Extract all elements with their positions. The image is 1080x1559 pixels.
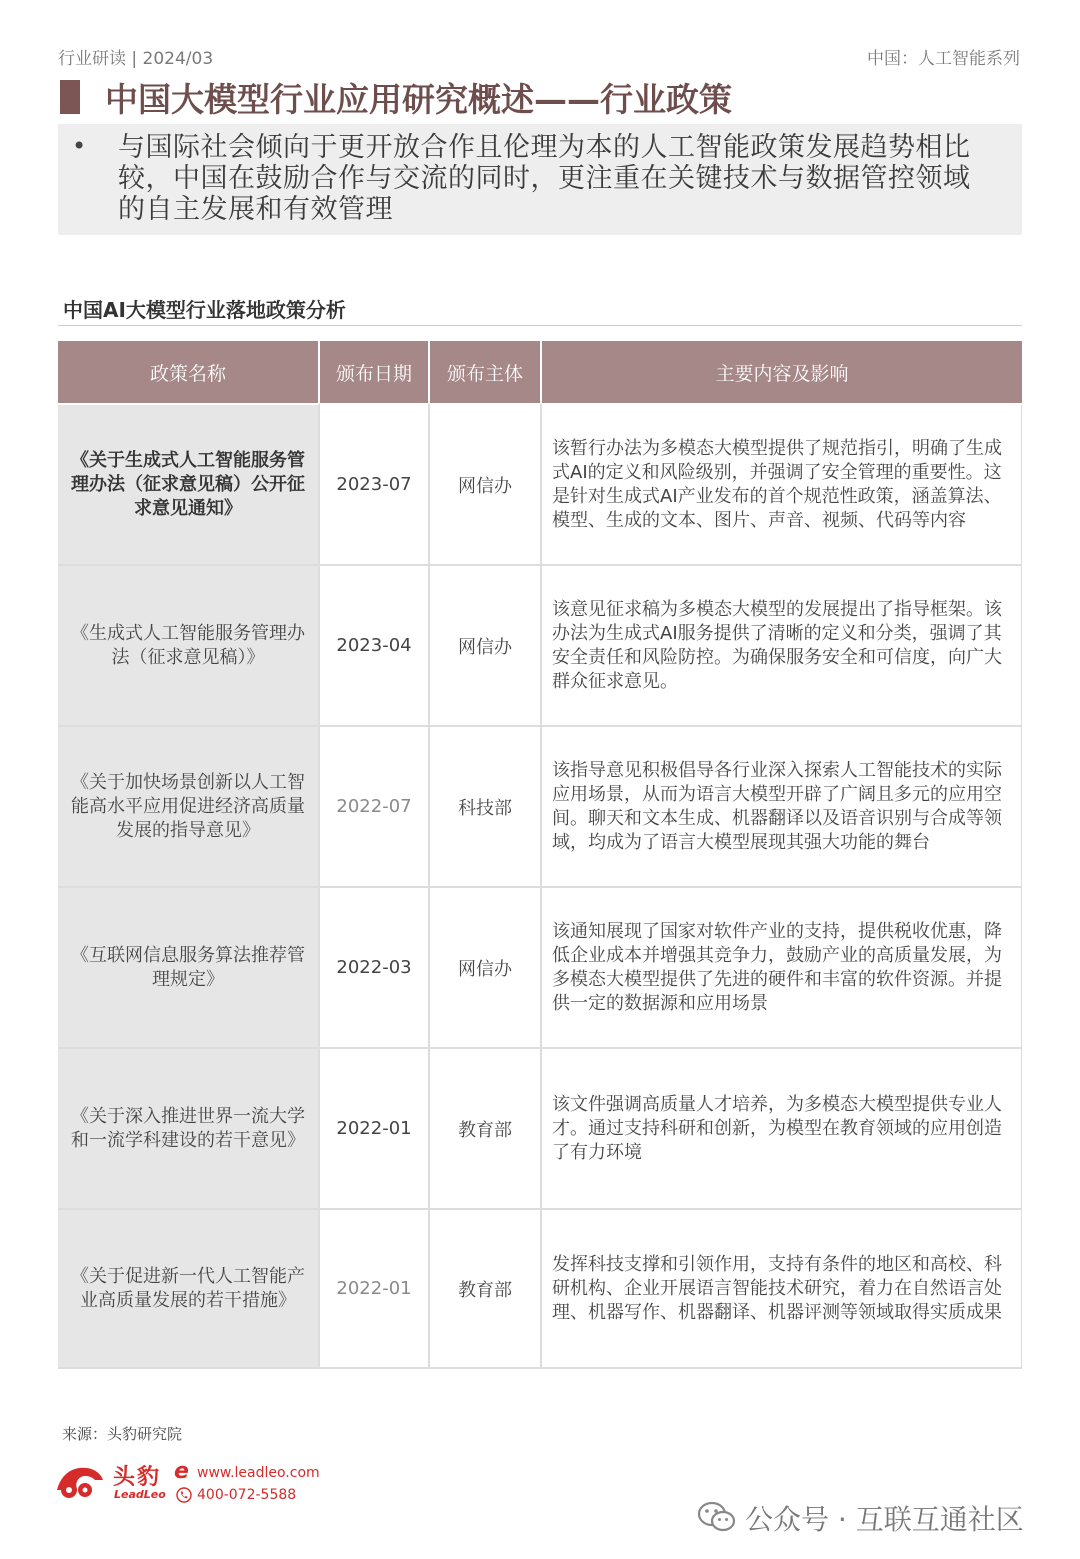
table-row (58, 1208, 1022, 1369)
brand-name-en: LeadLeo (114, 1488, 166, 1501)
bullet-icon: • (72, 132, 87, 160)
leadleo-logo-icon (55, 1460, 105, 1500)
header-date: 颁布日期 (320, 341, 430, 403)
policy-date: 2022-03 (320, 886, 430, 1047)
policy-issuer: 科技部 (430, 725, 542, 886)
header-policy-name: 政策名称 (58, 341, 320, 403)
phone-icon (176, 1487, 192, 1503)
section-divider (58, 325, 1022, 326)
policy-issuer: 网信办 (430, 564, 542, 725)
policy-date: 2022-01 (320, 1208, 430, 1369)
table-row (58, 886, 1022, 1047)
policy-name: 《生成式人工智能服务管理办法（征求意见稿）》 (58, 564, 320, 725)
table-row (58, 725, 1022, 886)
policy-date: 2022-01 (320, 1047, 430, 1208)
website-link[interactable]: www.leadleo.com (197, 1465, 320, 1481)
policy-content: 该指导意见积极倡导各行业深入探索人工智能技术的实际应用场景，从而为语言大模型开辟了广阔且多元的应用空间。聊天和文本生成、机器翻译以及语音识别与合成等领域，均成为了语言大模型展现其强大功能的舞台 (542, 725, 1022, 886)
policy-date: 2022-07 (320, 725, 430, 886)
policy-name: 《关于加快场景创新以人工智能高水平应用促进经济高质量发展的指导意见》 (58, 725, 320, 886)
policy-content: 该文件强调高质量人才培养，为多模态大模型提供专业人才。通过支持科研和创新，为模型在教育领域的应用创造了有力环境 (542, 1047, 1022, 1208)
phone-number: 400-072-5588 (197, 1487, 297, 1503)
policy-content: 发挥科技支撑和引领作用，支持有条件的地区和高校、科研机构、企业开展语言智能技术研究，着力在自然语言处理、机器写作、机器翻译、机器评测等领域取得实质成果 (542, 1208, 1022, 1369)
policy-name: 《互联网信息服务算法推荐管理规定》 (58, 886, 320, 1047)
table-row (58, 403, 1022, 564)
policy-issuer: 网信办 (430, 403, 542, 564)
policy-table (58, 341, 1022, 1369)
source-note: 来源：头豹研究院 (62, 1425, 183, 1443)
policy-issuer: 教育部 (430, 1047, 542, 1208)
header-issuer: 颁布主体 (430, 341, 542, 403)
table-header-row (58, 341, 1022, 403)
policy-date: 2023-07 (320, 403, 430, 564)
policy-name: 《关于促进新一代人工智能产业高质量发展的若干措施》 (58, 1208, 320, 1369)
policy-content: 该暂行办法为多模态大模型提供了规范指引，明确了生成式AI的定义和风险级别，并强调了安全管理的重要性。这是针对生成式AI产业发布的首个规范性政策，涵盖算法、模型、生成的文本、图片、声音、视频、代码等内容 (542, 403, 1022, 564)
report-tag: 行业研读 | 2024/03 (58, 49, 214, 69)
policy-name: 《关于生成式人工智能服务管理办法（征求意见稿）公开征求意见通知》 (58, 403, 320, 564)
watermark-text: 公众号 · 互联互通社区 (745, 1503, 1024, 1536)
table-row (58, 1047, 1022, 1208)
wechat-icon (697, 1500, 737, 1534)
page-title: 中国大模型行业应用研究概述——行业政策 (105, 80, 732, 119)
summary-text: 与国际社会倾向于更开放合作且伦理为本的人工智能政策发展趋势相比较，中国在鼓励合作与交流的同时，更注重在关键技术与数据管控领域的自主发展和有效管理 (118, 132, 971, 225)
policy-issuer: 教育部 (430, 1208, 542, 1369)
header-content: 主要内容及影响 (542, 341, 1022, 403)
title-accent-bar (60, 80, 80, 114)
policy-content: 该通知展现了国家对软件产业的支持，提供税收优惠，降低企业成本并增强其竞争力，鼓励产业的高质量发展，为多模态大模型提供了先进的硬件和丰富的软件资源。并提供一定的数据源和应用场景 (542, 886, 1022, 1047)
policy-date: 2023-04 (320, 564, 430, 725)
section-title: 中国AI大模型行业落地政策分析 (63, 298, 346, 322)
policy-issuer: 网信办 (430, 886, 542, 1047)
policy-content: 该意见征求稿为多模态大模型的发展提出了指导框架。该办法为生成式AI服务提供了清晰的定义和分类，强调了其安全责任和风险防控。为确保服务安全和可信度，向广大群众征求意见。 (542, 564, 1022, 725)
series-tag: 中国：人工智能系列 (867, 49, 1020, 69)
summary-box (58, 124, 1022, 235)
brand-name-cn: 头豹 (113, 1465, 162, 1490)
table-row (58, 564, 1022, 725)
policy-name: 《关于深入推进世界一流大学和一流学科建设的若干意见》 (58, 1047, 320, 1208)
brand-e-mark: e (174, 1459, 189, 1484)
